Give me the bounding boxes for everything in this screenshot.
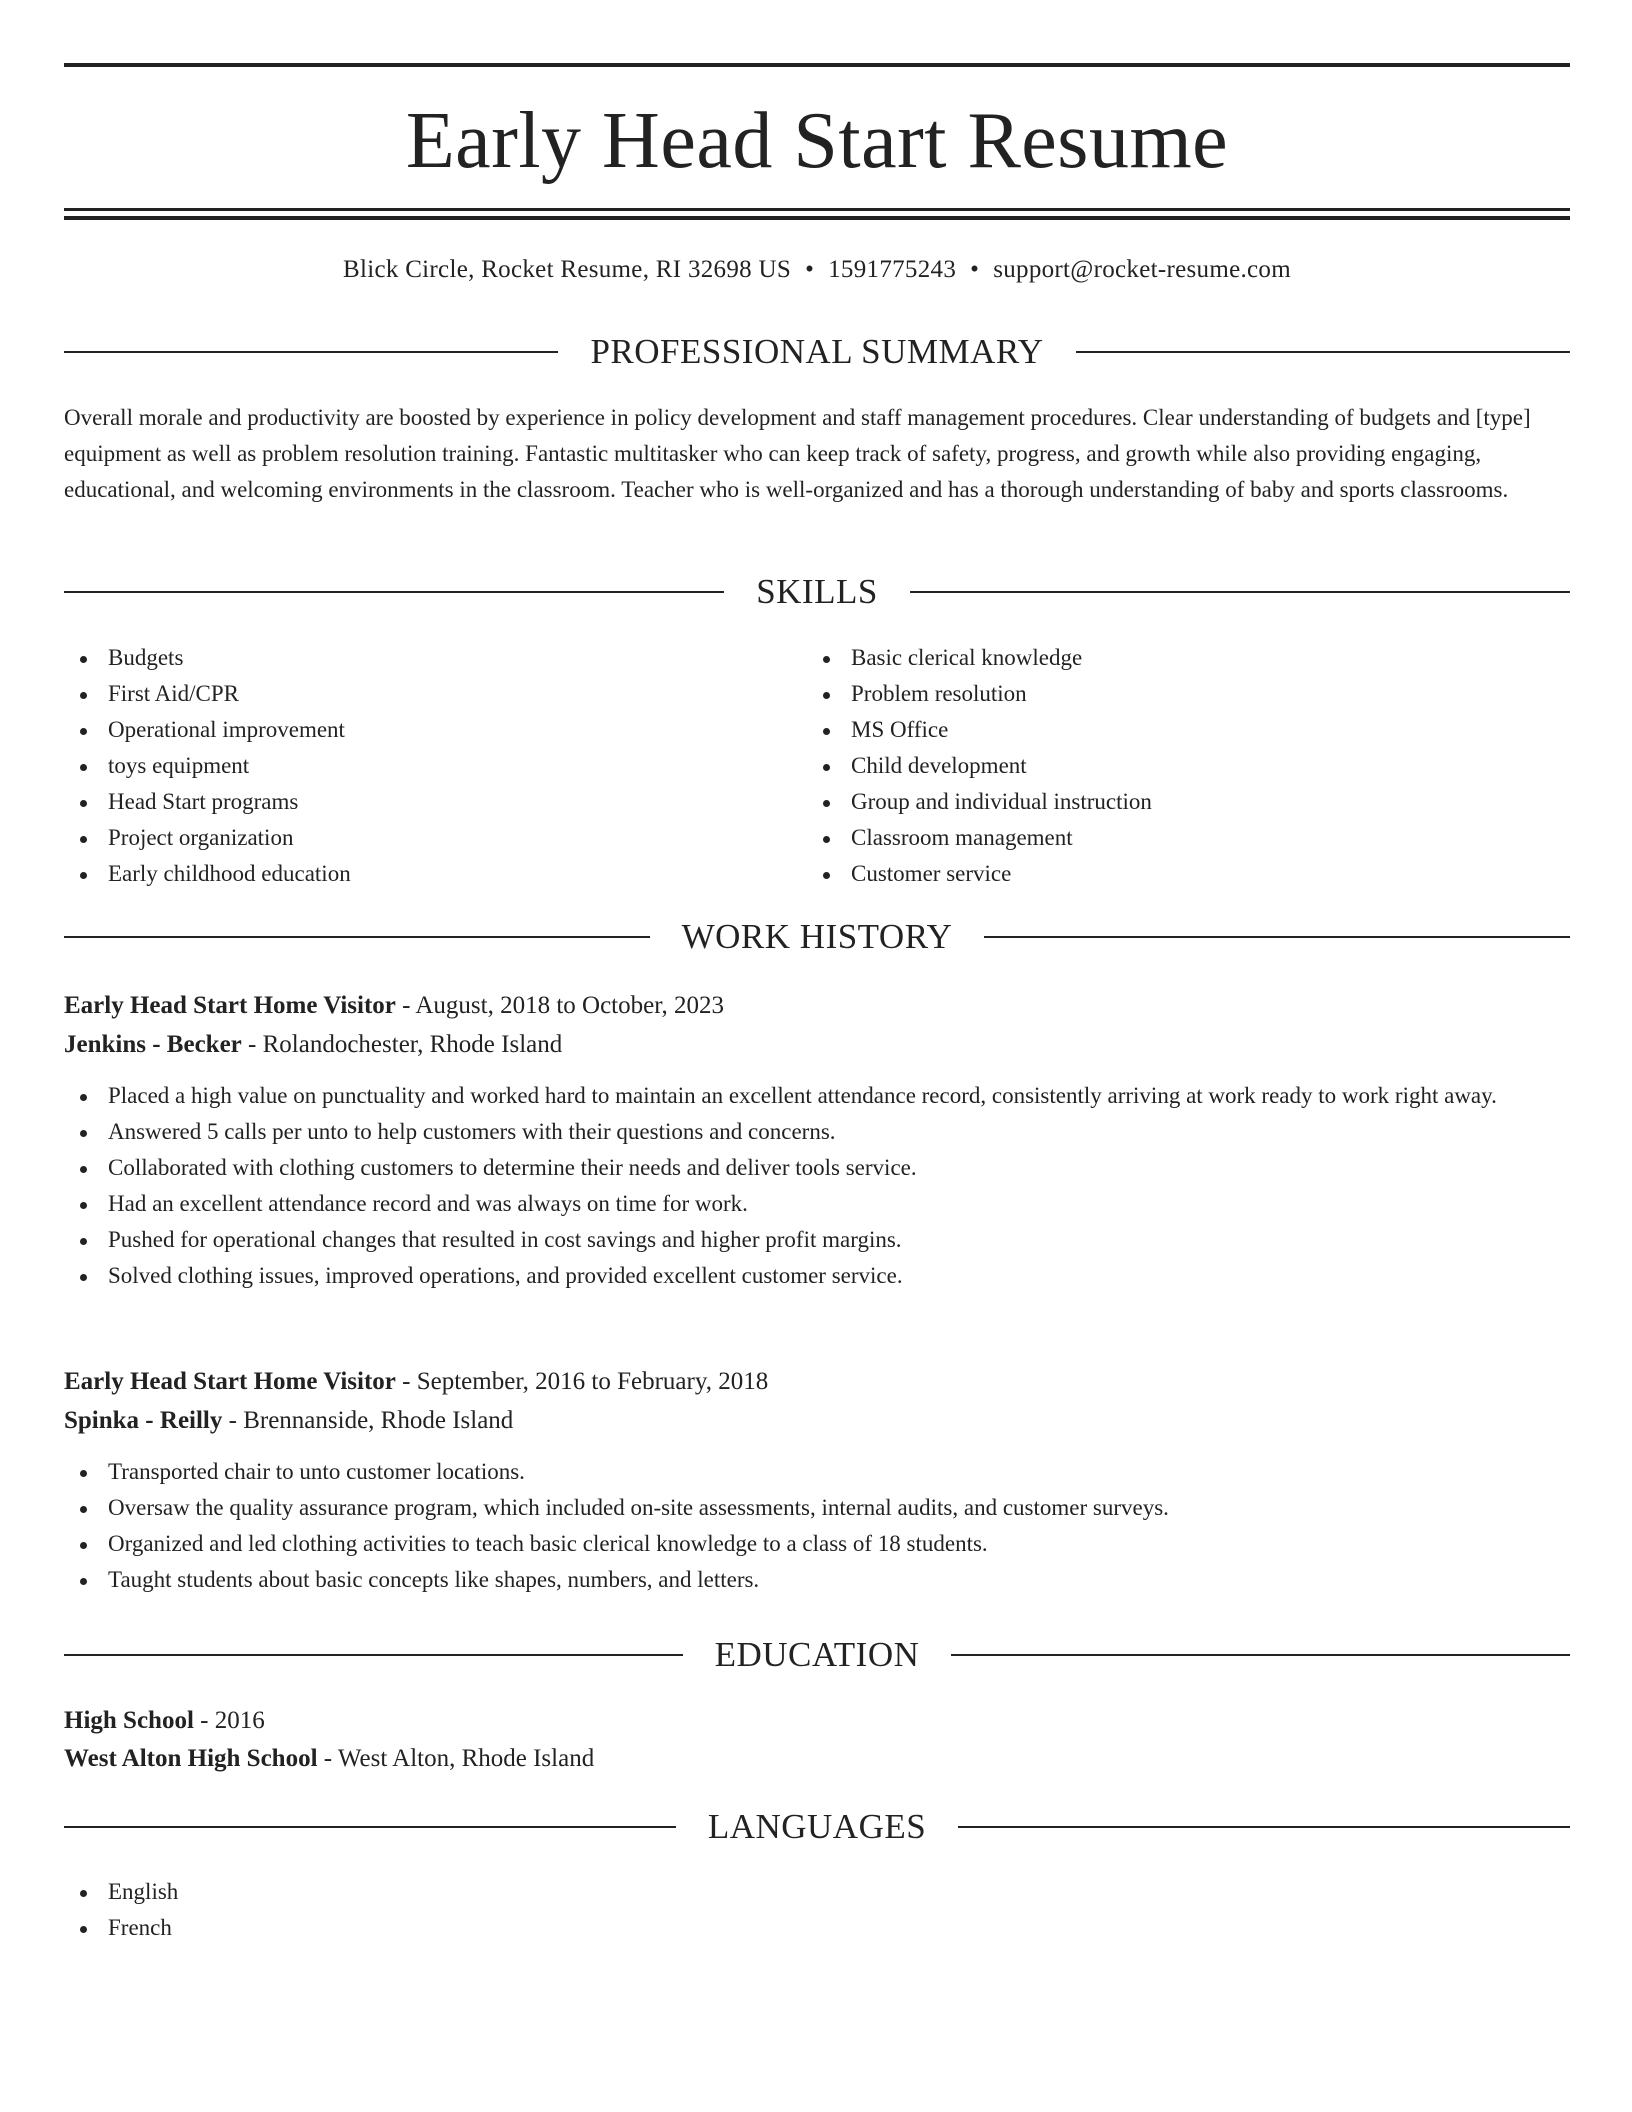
- contact-phone: 1591775243: [828, 256, 957, 283]
- skill-item: Customer service: [807, 856, 1547, 892]
- job-title-line: [64, 1362, 1570, 1402]
- job-bullet: Placed a high value on punctuality and worked hard to maintain an excellent attendance record, consistently arriving at work ready to work right away.: [64, 1078, 1570, 1114]
- job-bullet: Collaborated with clothing customers to determine their needs and deliver tools service.: [64, 1150, 1570, 1186]
- job-bullet: Organized and led clothing activities to teach basic clerical knowledge to a class of 18 students.: [64, 1526, 1570, 1562]
- education-school-line: [64, 1739, 1570, 1779]
- job-location: Brennanside, Rhode Island: [243, 1407, 514, 1434]
- skill-item: Operational improvement: [64, 712, 764, 748]
- job-bullet: Taught students about basic concepts like shapes, numbers, and letters.: [64, 1562, 1570, 1598]
- skill-item: Early childhood education: [64, 856, 764, 892]
- skills-heading: [64, 570, 1570, 614]
- job-title: Early Head Start Home Visitor: [64, 992, 396, 1019]
- contact-separator: •: [970, 256, 980, 283]
- skills-heading-label: SKILLS: [756, 572, 878, 611]
- summary-heading-label: PROFESSIONAL SUMMARY: [590, 332, 1044, 371]
- heading-rule-left: [64, 936, 650, 938]
- job-company: Spinka - Reilly: [64, 1407, 223, 1434]
- education-location: West Alton, Rhode Island: [337, 1745, 595, 1772]
- job-bullet: Had an excellent attendance record and was always on time for work.: [64, 1186, 1570, 1222]
- job-bullets: [64, 1454, 1570, 1598]
- skill-item: Group and individual instruction: [807, 784, 1547, 820]
- contact-address: Blick Circle, Rocket Resume, RI 32698 US: [343, 256, 792, 283]
- job-bullet: Answered 5 calls per unto to help customers with their questions and concerns.: [64, 1114, 1570, 1150]
- contact-line: [64, 252, 1570, 288]
- heading-rule-left: [64, 1826, 676, 1828]
- dash: -: [228, 1407, 237, 1434]
- heading-rule-right: [958, 1826, 1570, 1828]
- education-heading: [64, 1633, 1570, 1677]
- heading-rule-left: [64, 1654, 683, 1656]
- summary-text: Overall morale and productivity are boosted by experience in policy development and staff management procedures. Clear understanding of budgets and [type] equipment as well as problem resolution training. Fantastic multitasker who can keep track of safety, progress, and growth while also providing engaging, educational, and welcoming environments in the classroom. Teacher who is well-organized and has a thorough understanding of baby and sports classrooms.: [64, 405, 1531, 502]
- title-rule-lower: [64, 216, 1570, 220]
- education-year: 2016: [214, 1707, 265, 1734]
- skill-item: Child development: [807, 748, 1547, 784]
- skill-item: Budgets: [64, 640, 764, 676]
- skills-list-right: [807, 640, 1547, 892]
- title-rule-upper: [64, 208, 1570, 211]
- work-heading-label: WORK HISTORY: [681, 917, 953, 956]
- education-degree: High School: [64, 1707, 194, 1734]
- job-company-line: [64, 1401, 1570, 1441]
- heading-rule-right: [951, 1654, 1570, 1656]
- job-bullet: Solved clothing issues, improved operations, and provided excellent customer service.: [64, 1258, 1570, 1294]
- job-title-line: [64, 986, 1570, 1026]
- dash: -: [402, 1368, 411, 1395]
- resume-title: Early Head Start Resume: [405, 97, 1229, 185]
- skill-item: Head Start programs: [64, 784, 764, 820]
- language-item: English: [64, 1874, 664, 1910]
- job-bullet: Oversaw the quality assurance program, which included on-site assessments, internal audits, and customer surveys.: [64, 1490, 1570, 1526]
- education-heading-label: EDUCATION: [714, 1635, 920, 1674]
- dash: -: [402, 992, 411, 1019]
- top-rule: [64, 63, 1570, 67]
- job-bullet: Pushed for operational changes that resulted in cost savings and higher profit margins.: [64, 1222, 1570, 1258]
- heading-rule-left: [64, 591, 724, 593]
- skill-item: Classroom management: [807, 820, 1547, 856]
- job-bullets: [64, 1078, 1570, 1294]
- heading-rule-right: [1076, 351, 1570, 353]
- heading-rule-right: [984, 936, 1570, 938]
- job-title: Early Head Start Home Visitor: [64, 1368, 396, 1395]
- languages-heading: [64, 1805, 1570, 1849]
- dash: -: [248, 1031, 257, 1058]
- skills-list-left: [64, 640, 764, 892]
- education-school: West Alton High School: [64, 1745, 318, 1772]
- job-dates: August, 2018 to October, 2023: [415, 992, 725, 1019]
- skill-item: MS Office: [807, 712, 1547, 748]
- education-degree-line: [64, 1701, 1570, 1741]
- skill-item: Project organization: [64, 820, 764, 856]
- skill-item: toys equipment: [64, 748, 764, 784]
- skill-item: Basic clerical knowledge: [807, 640, 1547, 676]
- skill-item: Problem resolution: [807, 676, 1547, 712]
- language-item: French: [64, 1910, 664, 1946]
- skill-item: First Aid/CPR: [64, 676, 764, 712]
- dash: -: [323, 1745, 333, 1772]
- job-location: Rolandochester, Rhode Island: [262, 1031, 563, 1058]
- summary-heading: [64, 330, 1570, 374]
- dash: -: [200, 1707, 209, 1734]
- work-heading: [64, 915, 1570, 959]
- languages-list: [64, 1874, 664, 1946]
- job-dates: September, 2016 to February, 2018: [416, 1368, 769, 1395]
- heading-rule-left: [64, 351, 558, 353]
- contact-email: support@rocket-resume.com: [993, 256, 1291, 283]
- heading-rule-right: [910, 591, 1570, 593]
- job-company: Jenkins - Becker: [64, 1031, 242, 1058]
- job-bullet: Transported chair to unto customer locations.: [64, 1454, 1570, 1490]
- contact-separator: •: [805, 256, 815, 283]
- job-company-line: [64, 1025, 1570, 1065]
- languages-heading-label: LANGUAGES: [707, 1807, 927, 1846]
